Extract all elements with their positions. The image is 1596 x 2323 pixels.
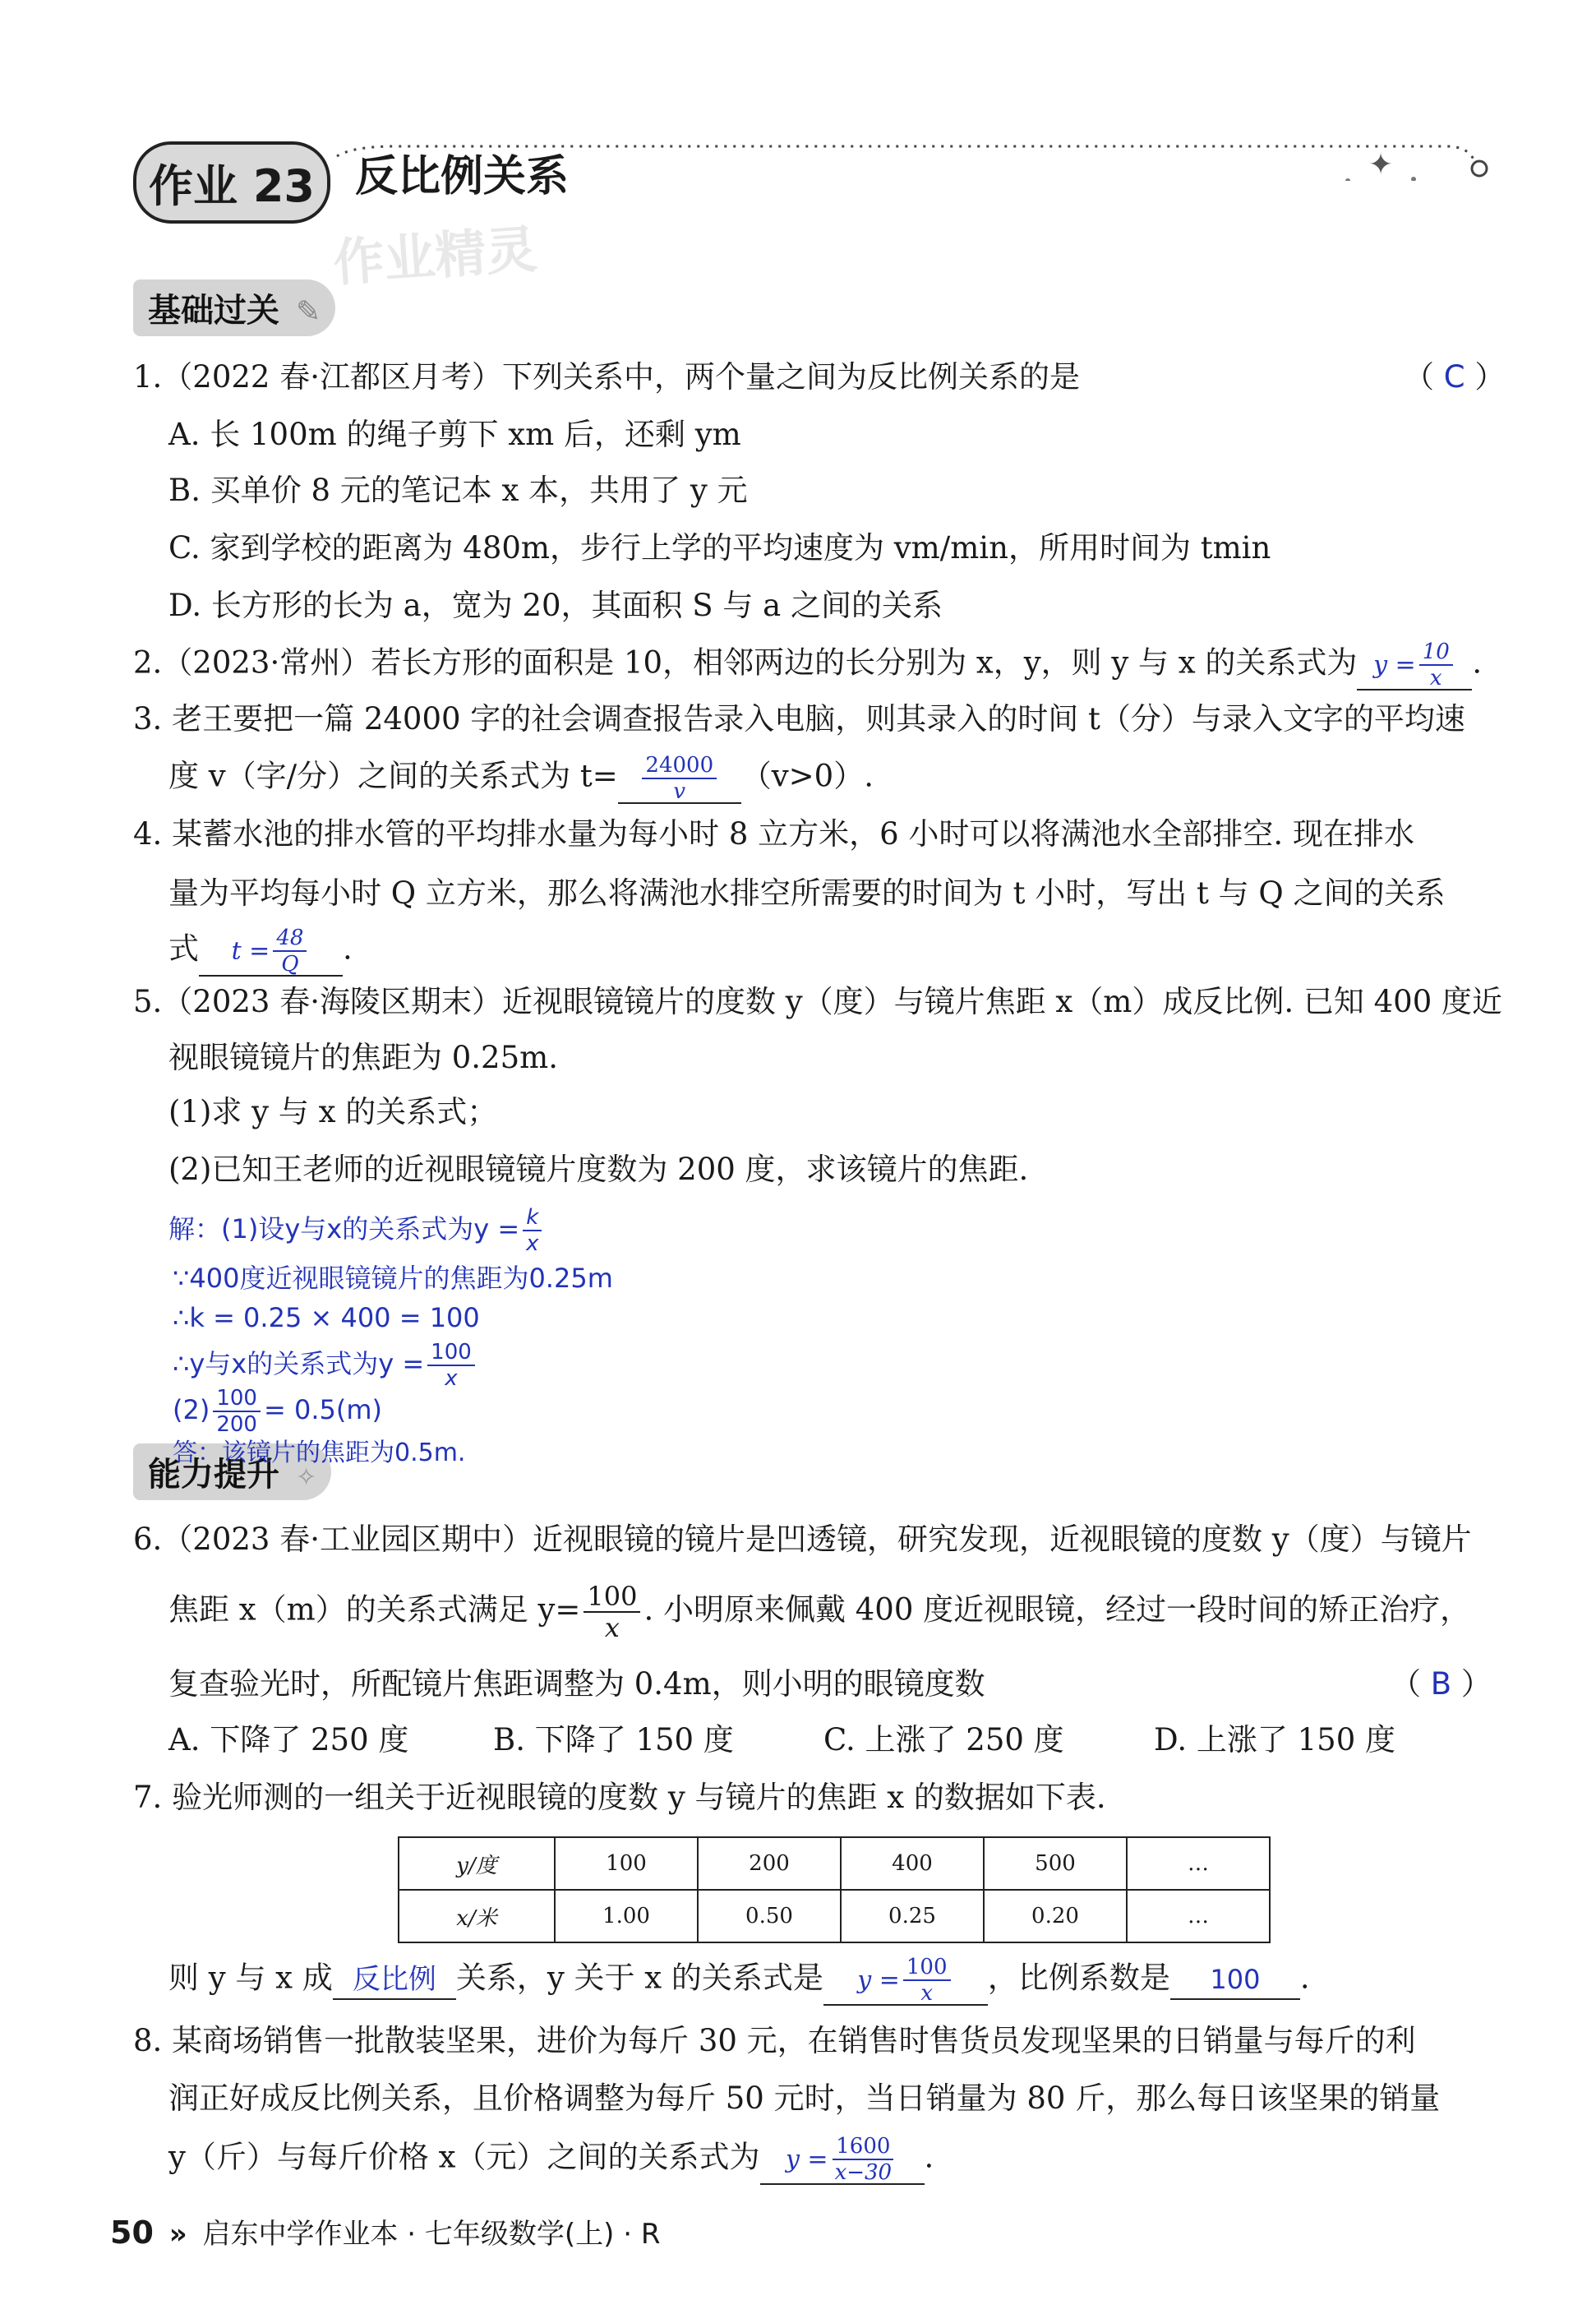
q5-sol-line6: 答：该镜片的焦距为0.5m. <box>173 1439 466 1467</box>
chevron-right-icon: » <box>168 2218 187 2251</box>
table-cell: 500 <box>984 1837 1127 1890</box>
q2-answer-num: 10 <box>1419 641 1453 666</box>
q5-sol4-pre: ∴y与x的关系式为y = <box>173 1348 425 1379</box>
watermark: 作业精灵 <box>331 219 539 293</box>
table-row <box>399 1837 1270 1890</box>
q5-sol-line4 <box>173 1342 478 1389</box>
table-cell: 100 <box>555 1837 698 1890</box>
q8-line3-pre: y（斤）与每斤价格 x（元）之间的关系式为 <box>168 2139 760 2175</box>
table-cell: 200 <box>698 1837 841 1890</box>
q3-blank <box>618 755 741 804</box>
q7-fill-mid: 关系，y 关于 x 的关系式是 <box>455 1960 823 1996</box>
q6-option-a: A. 下降了 250 度 <box>168 1722 409 1757</box>
q5-sol1-num: k <box>523 1207 542 1231</box>
q1-answer: C <box>1443 359 1465 395</box>
q4-line1: 4. 某蓄水池的排水管的平均排水量为每小时 8 立方米，6 小时可以将满池水全部排空. 现在排水 <box>133 816 1414 852</box>
q3-answer-fraction <box>642 755 717 802</box>
q6-fraction <box>584 1583 640 1641</box>
q1-option-b: B. 买单价 8 元的笔记本 x 本，共用了 y 元 <box>168 473 748 508</box>
q6-option-c: C. 上涨了 250 度 <box>823 1722 1064 1757</box>
q7-answer2-den: x <box>920 1981 934 2006</box>
q3-line1: 3. 老王要把一篇 24000 字的社会调查报告录入电脑，则其录入的时间 t（分）与录入文字的平均速 <box>133 701 1465 737</box>
q6-frac-den: x <box>604 1612 620 1643</box>
q4-answer-lhs: t = <box>231 936 270 966</box>
q2-answer-den: x <box>1429 666 1442 690</box>
q4-answer-num: 48 <box>273 927 307 952</box>
q2-answer-lhs: y = <box>1373 650 1416 680</box>
pencil-icon: ✎ <box>295 295 321 329</box>
q8-line2: 润正好成反比例关系，且价格调整为每斤 50 元时，当日销量为 80 斤，那么每日该坚果的销量 <box>168 2081 1441 2116</box>
q5-sol-line2: ∵400度近视眼镜镜片的焦距为0.25m <box>173 1263 613 1294</box>
q5-part1: (1)求 y 与 x 的关系式； <box>168 1094 498 1129</box>
table-cell: y/度 <box>399 1837 555 1890</box>
q5-line1: 5.（2023 春·海陵区期末）近视眼镜镜片的度数 y（度）与镜片焦距 x（m）成反比例. 已知 400 度近 <box>133 984 1503 1019</box>
q5-sol4-num: 100 <box>427 1342 475 1366</box>
q6-line2-post: . 小明原来佩戴 400 度近视眼镜，经过一段时间的矫正治疗， <box>643 1591 1471 1628</box>
q6-line3: 复查验光时，所配镜片焦距调整为 0.4m，则小明的眼镜度数 <box>168 1666 985 1702</box>
q6-frac-num: 100 <box>584 1583 640 1613</box>
section-basic <box>133 279 335 336</box>
q6-line1: 6.（2023 春·工业园区期中）近视眼镜的镜片是凹透镜，研究发现，近视眼镜的度数 y（度）与镜片 <box>133 1522 1472 1557</box>
q7-stem: 7. 验光师测的一组关于近视眼镜的度数 y 与镜片的焦距 x 的数据如下表. <box>133 1780 1106 1815</box>
q2-answer-fraction <box>1419 641 1453 689</box>
q5-sol4-den: x <box>445 1366 458 1391</box>
q5-sol5-den: 200 <box>216 1412 257 1437</box>
q3-answer-num: 24000 <box>642 755 717 779</box>
q2-stem: 2.（2023·常州）若长方形的面积是 10，相邻两边的长分别为 x，y，则 y 与 x 的关系式为 <box>133 644 1358 681</box>
q5-part2: (2)已知王老师的近视眼镜镜片度数为 200 度，求该镜片的焦距. <box>168 1152 1029 1187</box>
assignment-badge <box>133 141 330 224</box>
q7-answer3: 100 <box>1210 1963 1261 1995</box>
q5-sol5-post: = 0.5(m) <box>263 1394 382 1425</box>
table-row <box>399 1890 1270 1942</box>
book-title: 启东中学作业本 · 七年级数学(上) · R <box>202 2218 661 2251</box>
sparkle-icon: ✧ <box>295 1463 317 1492</box>
footer <box>110 2211 660 2251</box>
q8-blank <box>760 2136 925 2185</box>
q6-answer: B <box>1430 1666 1452 1702</box>
q4-line3-pre: 式 <box>168 931 199 967</box>
q7-fill-line <box>168 1956 1310 2006</box>
header-dotted-line <box>329 132 1496 181</box>
table-cell: x/米 <box>399 1890 555 1942</box>
q5-sol-line3: ∴k = 0.25 × 400 = 100 <box>173 1302 480 1333</box>
q7-fill-mid2: ，比例系数是 <box>987 1960 1170 1996</box>
q5-sol4-fraction <box>427 1342 475 1389</box>
q1-option-a: A. 长 100m 的绳子剪下 xm 后，还剩 ym <box>168 417 741 452</box>
table-cell: 0.25 <box>841 1890 984 1942</box>
q4-line3-post: . <box>343 931 353 967</box>
q4-blank <box>199 927 343 977</box>
q7-blank1 <box>333 1960 456 2000</box>
table-cell: 0.20 <box>984 1890 1127 1942</box>
q4-line3 <box>168 927 353 977</box>
table-cell: 400 <box>841 1837 984 1890</box>
q3-line2-post: （v>0）. <box>740 758 874 794</box>
table-cell: … <box>1127 1837 1270 1890</box>
q1-option-c: C. 家到学校的距离为 480m，步行上学的平均速度为 vm/min，所用时间为 tmin <box>168 530 1271 566</box>
q8-answer-num: 1600 <box>833 2136 893 2160</box>
section-advanced-label: 能力提升 <box>148 1456 279 1494</box>
q5-sol1-den: x <box>526 1231 539 1256</box>
q5-sol1-pre: 解：(1)设y与x的关系式为y = <box>168 1213 520 1245</box>
q8-answer-fraction <box>832 2136 896 2183</box>
q8-answer-den: x−30 <box>834 2160 893 2185</box>
svg-text:✦: ✦ <box>1368 148 1394 181</box>
q5-sol5-fraction <box>213 1388 261 1435</box>
q5-sol5-pre: (2) <box>173 1394 210 1425</box>
q8-line3-post: . <box>924 2139 934 2175</box>
q7-fill-end: . <box>1299 1960 1310 1996</box>
q3-line2-pre: 度 v（字/分）之间的关系式为 t= <box>168 758 618 794</box>
q5-line2: 视眼镜镜片的焦距为 0.25m. <box>168 1040 558 1075</box>
q4-answer-den: Q <box>281 952 299 977</box>
q4-answer-fraction <box>273 927 307 975</box>
q7-blank3 <box>1170 1960 1300 2000</box>
q2 <box>133 641 1482 690</box>
q6-answer-bracket: （ B ） <box>1391 1666 1492 1702</box>
q8-answer-lhs: y = <box>785 2145 828 2174</box>
table-cell: 1.00 <box>555 1890 698 1942</box>
q7-fill-pre: 则 y 与 x 成 <box>168 1960 333 1996</box>
q5-sol-line1 <box>168 1207 546 1254</box>
q7-answer2-fraction <box>903 1956 951 2004</box>
q5-sol5-num: 100 <box>213 1388 261 1412</box>
q1-answer-bracket: （ C ） <box>1404 359 1506 395</box>
q6-line2-pre: 焦距 x（m）的关系式满足 y= <box>168 1591 581 1628</box>
table-cell: … <box>1127 1890 1270 1942</box>
q6-option-b: B. 下降了 150 度 <box>493 1722 734 1757</box>
assignment-badge-text: 作业 23 <box>149 159 315 212</box>
q4-line2: 量为平均每小时 Q 立方米，那么将满池水排空所需要的时间为 t 小时，写出 t 与 Q 之间的关系 <box>168 875 1446 911</box>
q5-sol-line5 <box>173 1388 382 1435</box>
section-basic-label: 基础过关 <box>148 292 279 330</box>
q6-option-d: D. 上涨了 150 度 <box>1154 1722 1396 1757</box>
q7-table <box>398 1836 1271 1943</box>
q6-line2 <box>168 1583 1470 1641</box>
q2-end: . <box>1472 644 1483 681</box>
q7-answer2-lhs: y = <box>857 1965 900 1995</box>
table-cell: 0.50 <box>698 1890 841 1942</box>
q1-stem: 1.（2022 春·江都区月考）下列关系中，两个量之间为反比例关系的是 <box>133 359 1080 395</box>
page-title: 反比例关系 <box>355 152 570 201</box>
q7-answer1: 反比例 <box>352 1962 436 1996</box>
q3-line2 <box>168 755 874 804</box>
q3-answer-den: v <box>673 779 686 804</box>
q7-table-wrap <box>398 1836 1271 1943</box>
q5-sol1-fraction <box>523 1207 542 1254</box>
q7-answer2-num: 100 <box>903 1956 951 1981</box>
q7-blank2 <box>823 1956 988 2006</box>
page-number: 50 <box>110 2214 154 2251</box>
q2-blank <box>1357 641 1472 690</box>
q1-option-d: D. 长方形的长为 a，宽为 20，其面积 S 与 a 之间的关系 <box>168 588 943 623</box>
q8-line1: 8. 某商场销售一批散装坚果，进价为每斤 30 元，在销售时售货员发现坚果的日销量与每斤的利 <box>133 2023 1416 2058</box>
q8-line3 <box>168 2136 934 2185</box>
